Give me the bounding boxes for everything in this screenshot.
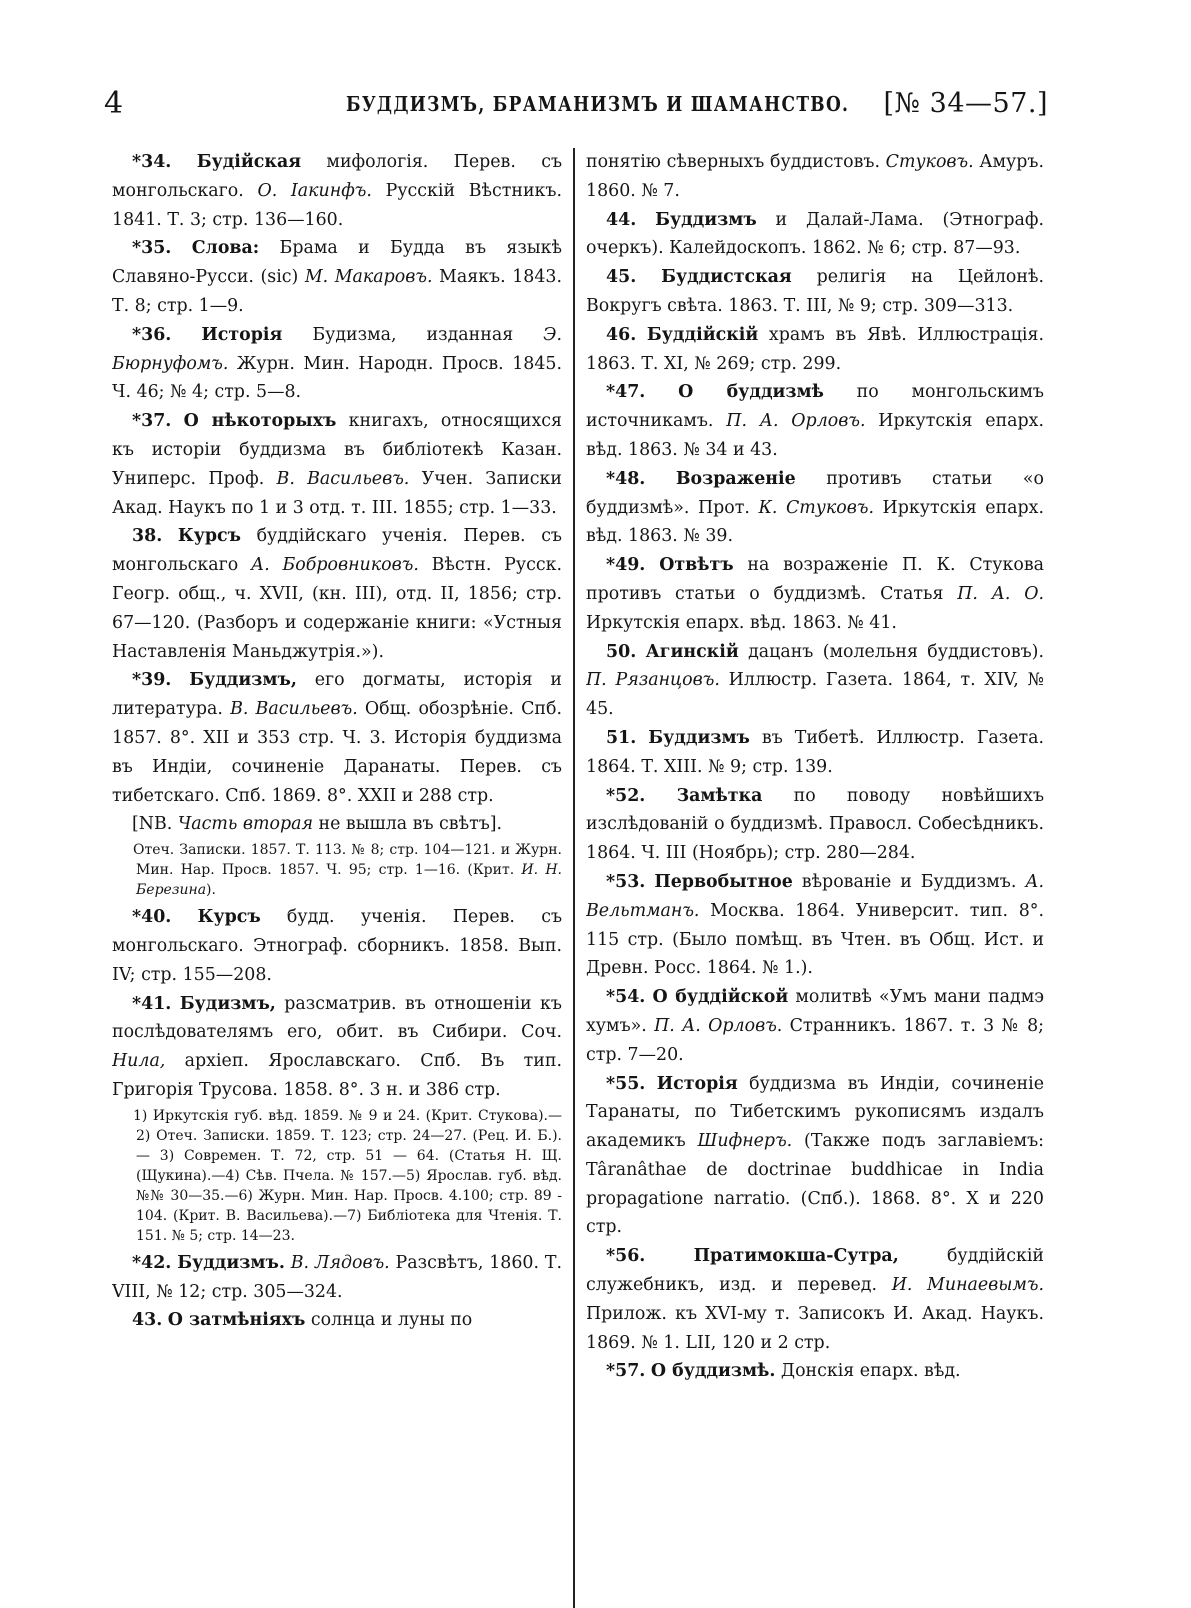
bibliography-entry: *39. Буддизмъ, его догматы, исторія и литература. В. Васильевъ. Общ. обозрѣніе. Спб. 1857. 8°. XII и 353 стр. Ч. 3. Исторія буддизма въ Индіи, сочиненіе Даранаты. Перев. съ тибетскаго. Спб. 1869. 8°. XXII и 288 стр. [112,670,562,806]
bibliography-entry: *53. Первобытное вѣрованіе и Буддизмъ. А. Вельтманъ. Москва. 1864. Университ. тип. 8°. 115 стр. (Было помѣщ. въ Чтен. въ Общ. Ист. и Древн. Росс. 1864. № 1.). [586,871,1044,979]
bibliography-entry: *52. Замѣтка по поводу новѣйшихъ изслѣдованій о буддизмѣ. Правосл. Собесѣдникъ. 1864. Ч. III (Ноябрь); стр. 280—284. [586,785,1044,864]
bibliography-entry: *42. Буддизмъ. В. Лядовъ. Разсвѣтъ, 1860. Т. VIII, № 12; стр. 305—324. [112,1252,562,1302]
bibliography-entry: *36. Исторія Будизма, изданная Э. Бюрнуфомъ. Журн. Мин. Народн. Просв. 1845. Ч. 46; № 4; стр. 5—8. [112,324,562,403]
bibliography-entry: *48. Возраженіе противъ статьи «о буддизмѣ». Прот. К. Стуковъ. Иркутскія епарх. вѣд. 1863. № 39. [586,468,1044,547]
bibliography-entry: *57. О буддизмѣ. Донскія епарх. вѣд. [606,1361,961,1382]
column-divider [573,148,575,1608]
review-note: 1) Иркутскія губ. вѣд. 1859. № 9 и 24. (Крит. Стукова).—2) Отеч. Записки. 1859. Т. 123; стр. 24—27. (Рец. И. Б.). — 3) Современ. Т. 72, стр. 51 — 64. (Статья Н. Щ. (Щукина).—4) Сѣв. Пчела. № 157.—5) Ярослав. губ. вѣд. №№ 30—35.—6) Журн. Мин. Нар. Просв. 4.100; стр. 89 - 104. (Крит. В. Васильева).—7) Библіотека для Чтенія. Т. 151. № 5; стр. 14—23. [133,1107,562,1244]
review-note: Отеч. Записки. 1857. Т. 113. № 8; стр. 104—121. и Журн. Мин. Нар. Просв. 1857. Ч. 95; стр. 1—16. (Крит. И. Н. Березина). [133,842,562,899]
bibliography-entry: *55. Исторія буддизма въ Индіи, сочиненіе Таранаты, по Тибетскимъ рукописямъ издалъ академикъ Шифнеръ. (Также подъ заглавіемъ: Târanâthae de doctrinae buddhicae in India propagatione narratio. (Спб.). 1868. 8°. X и 220 стр. [586,1073,1044,1238]
bibliography-entry: *34. Будійская мифологія. Перев. съ монгольскаго. О. Іакинфъ. Русскій Вѣстникъ. 1841. Т. 3; стр. 136—160. [112,152,562,230]
bibliography-entry: 50. Агинскій дацанъ (молельня буддистовъ). П. Рязанцовъ. Иллюстр. Газета. 1864, т. XIV, № 45. [586,641,1044,720]
bibliography-entry: *37. О нѣкоторыхъ книгахъ, относящихся къ исторіи буддизма въ библіотекѣ Казан. Униперс. Проф. В. Васильевъ. Учен. Записки Акад. Наукъ по 1 и 3 отд. т. III. 1855; стр. 1—33. [112,411,562,518]
bibliography-entry: *49. Отвѣтъ на возраженіе П. К. Стукова противъ статьи о буддизмѣ. Статья П. А. О. Иркутскія епарх. вѣд. 1863. № 41. [586,555,1044,633]
bibliography-entry: 44. Буддизмъ и Далай-Лама. (Этнограф. очеркъ). Калейдоскопъ. 1862. № 6; стр. 87—93. [586,209,1044,259]
bibliography-entry: *54. О буддійской молитвѣ «Умъ мани падмэ хумъ». П. А. Орловъ. Странникъ. 1867. т. 3 № 8; стр. 7—20. [586,987,1044,1065]
bibliography-entry-continued: понятію сѣверныхъ буддистовъ. Стуковъ. Амуръ. 1860. № 7. [586,152,1044,201]
bibliography-entry: 45. Буддистская религія на Цейлонѣ. Вокругъ свѣта. 1863. Т. III, № 9; стр. 309—313. [586,267,1044,316]
page-number: 4 [104,86,124,121]
bibliography-entry: 38. Курсъ буддійскаго ученія. Перев. съ монгольскаго А. Бобровниковъ. Вѣстн. Русск. Геогр. общ., ч. XVII, (кн. III), отд. II, 1856; стр. 67—120. (Разборъ и содержаніе книги: «Устныя Наставленія Маньджутрія.»). [112,526,562,662]
bibliography-entry: *35. Слова: Брама и Будда въ языкѣ Славяно-Русси. (sic) М. Макаровъ. Маякъ. 1843. Т. 8; стр. 1—9. [112,238,562,316]
bibliography-entry: 46. Буддійскій храмъ въ Явѣ. Иллюстрація. 1863. Т. XI, № 269; стр. 299. [586,324,1044,374]
entry-range: [№ 34—57.] [883,88,1048,119]
bibliography-entry: *40. Курсъ будд. ученія. Перев. съ монгольскаго. Этнограф. сборникъ. 1858. Вып. IV; стр. 155—208. [112,907,562,985]
bibliography-entry: 51. Буддизмъ въ Тибетѣ. Иллюстр. Газета. 1864. Т. XIII. № 9; стр. 139. [586,727,1044,777]
bibliography-entry: *47. О буддизмѣ по монгольскимъ источникамъ. П. А. Орловъ. Иркутскія епарх. вѣд. 1863. № 34 и 43. [586,382,1044,460]
running-title: БУДДИЗМЪ, БРАМАНИЗМЪ И ШАМАНСТВО. [346,93,850,117]
left-column [112,148,562,1552]
bibliography-entry: *56. Пратимокша-Сутра, буддійскій служебникъ, изд. и перевед. И. Минаевымъ. Прилож. къ XVI-му т. Записокъ И. Акад. Наукъ. 1869. № 1. LII, 120 и 2 стр. [586,1246,1044,1353]
bibliography-entry: *41. Будизмъ, разсматрив. въ отношеніи къ послѣдователямъ его, обит. въ Сибири. Соч. Нила, архіеп. Ярославскаго. Спб. Въ тип. Григорія Трусова. 1858. 8°. 3 н. и 386 стр. [112,993,562,1100]
right-column [586,148,1044,1552]
page-header [104,84,1048,124]
nb-note: [NB. Часть вторая не вышла въ свѣтъ]. [132,814,503,835]
bibliography-entry: 43. О затмѣніяхъ солнца и луны по [132,1310,473,1331]
